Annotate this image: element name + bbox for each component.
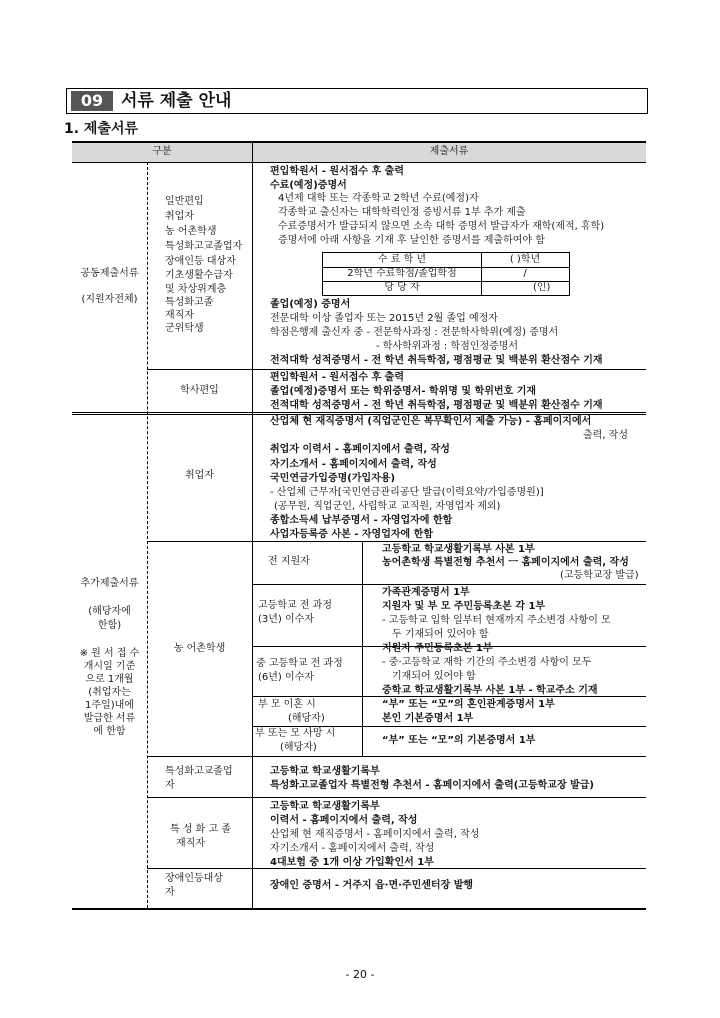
doc-line: 기재되어 있어야 함 — [392, 671, 476, 682]
label-line: 재직자 — [165, 310, 194, 321]
group-additional-line: (취업자는 — [88, 687, 131, 698]
employed-label: 취업자 — [185, 470, 214, 481]
completion-info-table — [322, 252, 570, 296]
header-documents: 제출서류 — [429, 146, 469, 157]
rural-sub-label: 고등학교 전 과정 — [258, 600, 332, 611]
bachelor-transfer-label: 학사편입 — [180, 385, 219, 396]
rural-label: 농 어촌학생 — [173, 643, 226, 654]
doc-line: 종합소득세 납부증명서 - 자영업자에 한함 — [270, 515, 453, 526]
cell: 당 당 자 — [384, 282, 420, 293]
doc-line: 자기소개서 - 홈페이지에서 출력, 작성 — [270, 459, 437, 470]
doc-line: 지원자 및 부 모 주민등록초본 각 1부 — [382, 601, 546, 612]
cell: (인) — [533, 282, 551, 293]
doc-line: 본인 기본증명서 1부 — [382, 713, 474, 724]
doc-line: 두 기재되어 있어야 함 — [392, 629, 489, 640]
doc-line: 가족관계증명서 1부 — [382, 587, 470, 598]
doc-line: - 산업체 근무자[국민연금관리공단 발급(이력요약/가입증명원)] — [270, 487, 544, 498]
doc-line: 지원자 주민등록초본 1부 — [382, 643, 493, 654]
rural-sub-label: (3년) 이수자 — [258, 614, 314, 625]
label-line: 취업자 — [165, 211, 194, 222]
doc-line: 4대보험 중 1개 이상 가입확인서 1부 — [270, 857, 434, 868]
cell: 수 료 학 년 — [377, 254, 427, 265]
label-line: 특성화고졸 — [165, 297, 214, 308]
rural-sub-label: 부 또는 모 사망 시 — [255, 728, 336, 739]
label-line: 군위탁생 — [165, 323, 204, 334]
rural-sub-label: 전 지원자 — [268, 556, 310, 567]
doc-line: 취업자 이력서 - 홈페이지에서 출력, 작성 — [270, 444, 450, 455]
disabled-label: 장애인등대상 — [165, 873, 223, 884]
doc-line: 졸업(예정)증명서 또는 학위증명서- 학위명 및 학위번호 기재 — [270, 386, 537, 397]
doc-line: 산업체 현 재직증명서 (직업군인은 복무확인서 제출 가능) - 홈페이지에서 — [270, 416, 592, 427]
doc-line: - 중·고등학교 재학 기간의 주소변경 사항이 모두 — [382, 657, 592, 668]
doc-line: 고등학교 학교생활기록부 — [270, 766, 380, 777]
doc-line: 졸업(예정) 증명서 — [270, 299, 351, 310]
group-additional-line: (해당자에 — [88, 606, 131, 617]
doc-line: 편입학원서 - 원서접수 후 출력 — [270, 372, 404, 383]
group-additional-line: 한함) — [97, 620, 122, 631]
group-additional-line: 추가제출서류 — [80, 578, 139, 589]
label-line: 일반편입 — [165, 196, 204, 207]
doc-line: 4년제 대학 또는 각종학교 2학년 수료(예정)자 — [278, 193, 479, 204]
doc-line: 고등학교 학교생활기록부 — [270, 801, 380, 812]
rural-sub-label: 중 고등학교 전 과정 — [256, 658, 343, 669]
group-additional-line: 개시일 기준 — [83, 661, 136, 672]
doc-line: (고등학교장 발급) — [560, 570, 639, 581]
group-additional-line: ※ 원 서 접 수 — [79, 648, 140, 659]
vocational-grad-label: 자 — [165, 780, 175, 791]
doc-line: - 고등학교 입학 일부터 현재까지 주소변경 사항이 모 — [382, 615, 611, 626]
section-title: 서류 제출 안내 — [121, 91, 232, 111]
doc-line: (공무원, 직업군인, 사립학교 교직원, 자영업자 제외) — [274, 501, 501, 512]
group-additional-line: 으로 1개월 — [85, 674, 134, 685]
rural-sub-label: 부 모 이혼 시 — [258, 699, 316, 710]
doc-line: “부” 또는 “모”의 혼인관계증명서 1부 — [382, 699, 555, 710]
label-line: 농 어촌학생 — [165, 226, 217, 237]
cell: ( )학년 — [509, 254, 541, 265]
rural-sub-label: (해당자) — [280, 742, 317, 753]
vocational-worker-label: 재직자 — [176, 838, 205, 849]
group-additional-line: 발급한 서류 — [83, 713, 136, 724]
group-common-line: 공동제출서류 — [80, 268, 139, 279]
label-line: 기초생활수급자 — [165, 270, 233, 281]
vocational-worker-label: 특 성 화 고 졸 — [170, 824, 232, 835]
doc-line: 산업체 현 재직증명서 - 홈페이지에서 출력, 작성 — [270, 829, 480, 840]
doc-line: 전적대학 성적증명서 - 전 학년 취득학점, 평점평균 및 백분위 환산점수 기재 — [270, 400, 603, 411]
vocational-grad-label: 특성화고교졸업 — [165, 766, 233, 777]
page-number: - 20 - — [345, 968, 375, 981]
doc-line: 증명서에 아래 사항을 기재 후 날인한 증명서를 제출하여야 함 — [278, 235, 545, 246]
doc-line: 학점은행제 출신자 중 - 전문학사과정 : 전문학사학위(예정) 증명서 — [270, 327, 559, 338]
doc-line: 수료증명서가 발급되지 않으면 소속 대학 증명서 발급자가 재학(제적, 휴학) — [278, 221, 605, 232]
doc-line: 각종학교 출신자는 대학학력인정 증빙서류 1부 추가 제출 — [278, 207, 526, 218]
section-header — [66, 88, 648, 114]
section-number: 09 — [71, 91, 113, 111]
label-line: 특성화고교졸업자 — [165, 241, 243, 252]
doc-line: 사업자등록증 사본 - 자영업자에 한함 — [270, 529, 433, 540]
doc-line: 국민연금가입증명(가입자용) — [270, 473, 396, 484]
doc-line: 특성화고교졸업자 특별전형 추천서 - 홈페이지에서 출력(고등학교장 발급) — [270, 780, 594, 791]
header-category: 구분 — [152, 146, 172, 157]
doc-line: 중학교 학교생활기록부 사본 1부 - 학교주소 기재 — [382, 685, 598, 696]
doc-line: 이력서 - 홈페이지에서 출력, 작성 — [270, 815, 418, 826]
doc-line: 농어촌학생 특별전형 추천서 ㅡ 홈페이지에서 출력, 작성 — [382, 557, 629, 568]
rural-sub-label: (해당자) — [288, 713, 325, 724]
doc-line: 전적대학 성적증명서 - 전 학년 취득학점, 평점평균 및 백분위 환산점수 기재 — [270, 355, 603, 366]
doc-line: 장애인 증명서 - 거주지 읍·면·주민센터장 발행 — [270, 880, 474, 891]
doc-line: 수료(예정)증명서 — [270, 180, 347, 191]
doc-line: 출력, 작성 — [583, 430, 628, 441]
doc-line: - 학사학위과정 : 학점인정증명서 — [376, 341, 519, 352]
doc-line: “부” 또는 “모”의 기본증명서 1부 — [382, 735, 536, 746]
group-additional-line: 1주일)내에 — [85, 700, 134, 711]
label-line: 및 차상위계층 — [165, 284, 227, 295]
doc-line: 고등학교 학교생활기록부 사본 1부 — [382, 544, 535, 555]
doc-line: 자기소개서 - 홈페이지에서 출력, 작성 — [270, 843, 435, 854]
subsection-title: 1. 제출서류 — [64, 121, 139, 137]
disabled-label: 자 — [165, 887, 175, 898]
doc-line: 편입학원서 - 원서접수 후 출력 — [270, 166, 404, 177]
group-additional-line: 에 한함 — [93, 726, 126, 737]
rural-sub-label: (6년) 이수자 — [258, 672, 314, 683]
group-common-line: (지원자전체) — [81, 294, 138, 305]
cell: / — [523, 268, 527, 279]
cell: 2학년 수료학점/졸업학점 — [347, 268, 457, 279]
label-line: 장애인등 대상자 — [165, 256, 236, 267]
doc-line: 전문대학 이상 졸업자 또는 2015년 2월 졸업 예정자 — [270, 313, 498, 324]
